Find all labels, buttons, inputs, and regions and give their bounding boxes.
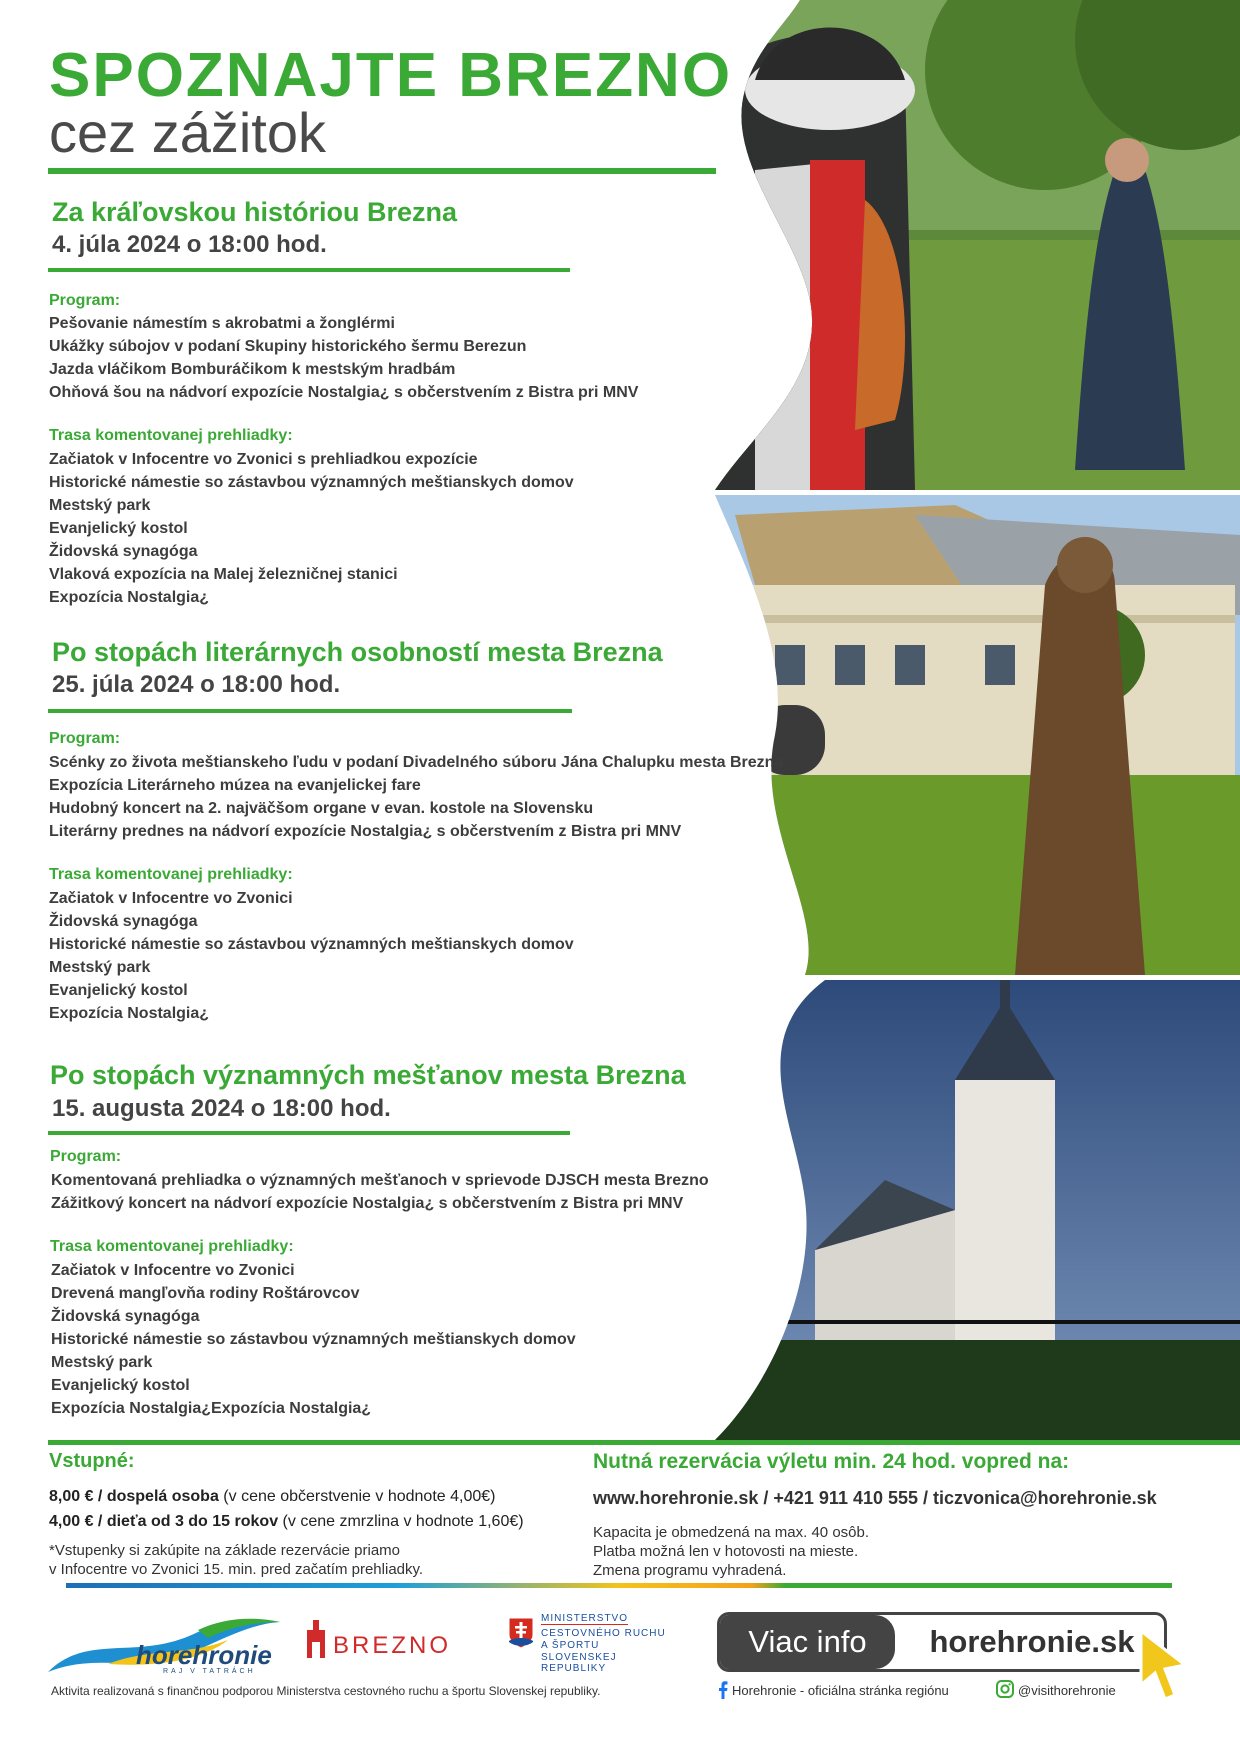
tour-2-route-label: Trasa komentovanej prehliadky: [49, 866, 293, 883]
list-item: Expozícia Nostalgia¿ [49, 589, 210, 606]
funding-note: Aktivita realizovaná s finančnou podporou Ministerstva cestovného ruchu a športu Slovenskej republiky. [51, 1684, 601, 1698]
color-stripe [66, 1583, 1172, 1588]
program-change-info: Zmena programu vyhradená. [593, 1562, 787, 1579]
tour-1-date: 4. júla 2024 o 18:00 hod. [52, 231, 327, 258]
list-item: Mestský park [49, 959, 151, 976]
list-item: Literárny prednes na nádvorí expozície Nostalgia¿ s občerstvením z Bistra pri MNV [49, 823, 682, 840]
admission-label: Vstupné: [49, 1450, 135, 1472]
list-item: Historické námestie so zástavbou významných meštianskych domov [51, 1331, 576, 1348]
ministry-line-4: SLOVENSKEJ REPUBLIKY [541, 1652, 617, 1674]
adult-price-value: 8,00 € / dospelá osoba [49, 1488, 219, 1505]
ministry-line-2: CESTOVNÉHO RUCHU [541, 1628, 666, 1639]
adult-price [49, 1488, 495, 1506]
page-subtitle: cez zážitok [49, 101, 326, 164]
tour-2-date: 25. júla 2024 o 18:00 hod. [52, 671, 341, 698]
adult-price-note: (v cene občerstvenie v hodnote 4,00€) [223, 1488, 496, 1505]
horehronie-logo-name: horehronie [136, 1640, 272, 1670]
tour-1-divider [48, 268, 570, 272]
tour-1-program-list [49, 312, 638, 404]
list-item: Expozícia Nostalgia¿Expozícia Nostalgia¿ [51, 1400, 372, 1417]
tour-3-program-label: Program: [50, 1148, 122, 1165]
reservation-label: Nutná rezervácia výletu min. 24 hod. vopred na: [593, 1450, 1070, 1473]
list-item: Vlaková expozícia na Malej železničnej stanici [49, 566, 398, 583]
tour-2-route-list [49, 887, 574, 1025]
facebook-icon[interactable] [718, 1681, 728, 1699]
list-item: Expozícia Literárneho múzea na evanjelickej fare [49, 777, 421, 794]
list-item: Jazda vláčikom Bomburáčikom k mestským hradbám [49, 361, 456, 378]
brezno-logo-name: BREZNO [333, 1632, 452, 1659]
tour-3-route-label: Trasa komentovanej prehliadky: [50, 1238, 294, 1255]
list-item: Komentovaná prehliadka o významných mešťanoch v sprievode DJSCH mesta Brezno [51, 1172, 709, 1189]
reservation-contacts[interactable]: www.horehronie.sk / +421 911 410 555 / ticzvonica@horehronie.sk [593, 1488, 1157, 1508]
tour-3-program-list [51, 1169, 709, 1215]
tour-1-route-label: Trasa komentovanej prehliadky: [49, 427, 293, 444]
child-price-value: 4,00 € / dieťa od 3 do 15 rokov [49, 1513, 279, 1530]
more-info-label: Viac info [720, 1615, 895, 1669]
cursor-icon [1135, 1625, 1193, 1710]
knight-photo [715, 0, 1240, 490]
brezno-logo[interactable] [305, 1620, 465, 1664]
list-item: Ohňová šou na nádvorí expozície Nostalgia¿ s občerstvením z Bistra pri MNV [49, 384, 639, 401]
list-item: Ukážky súbojov v podaní Skupiny historického šermu Berezun [49, 338, 527, 355]
list-item: Židovská synagóga [49, 543, 198, 560]
ticket-note-1: *Vstupenky si zakúpite na základe rezervácie priamo [49, 1542, 401, 1559]
instagram-link[interactable]: @visithorehronie [1018, 1683, 1116, 1698]
list-item: Evanjelický kostol [49, 520, 188, 537]
ministry-line-1: MINISTERSTVO [541, 1613, 629, 1624]
facebook-link[interactable]: Horehronie - oficiálna stránka regiónu [732, 1683, 949, 1698]
ministry-line-3: A ŠPORTU [541, 1640, 600, 1651]
list-item: Historické námestie so zástavbou významných meštianskych domov [49, 936, 574, 953]
tour-3-route-list [51, 1259, 576, 1420]
list-item: Začiatok v Infocentre vo Zvonici s prehliadkou expozície [49, 451, 478, 468]
tour-2-program-label: Program: [49, 730, 121, 747]
child-price-note: (v cene zmrzlina v hodnote 1,60€) [282, 1513, 524, 1530]
ministry-logo[interactable] [508, 1613, 678, 1673]
list-item: Evanjelický kostol [49, 982, 188, 999]
list-item: Začiatok v Infocentre vo Zvonici [51, 1262, 295, 1279]
page-title: SPOZNAJTE BREZNO [49, 41, 733, 110]
horehronie-logo-tagline: RAJ V TATRÁCH [163, 1668, 256, 1675]
payment-info: Platba možná len v hotovosti na mieste. [593, 1543, 859, 1560]
list-item: Scénky zo života meštianskeho ľudu v podaní Divadelného súboru Jána Chalupku mesta Brezna [49, 754, 784, 771]
list-item: Hudobný koncert na 2. najväčšom organe v evan. kostole na Slovensku [49, 800, 594, 817]
capacity-info: Kapacita je obmedzená na max. 40 osôb. [593, 1524, 870, 1541]
tour-2-divider [48, 709, 572, 713]
tour-2-title: Po stopách literárnych osobností mesta Brezna [52, 637, 663, 667]
tour-1-route-list [49, 448, 574, 609]
more-info-banner[interactable] [717, 1612, 1167, 1672]
horehronie-logo[interactable] [48, 1612, 280, 1676]
instagram-icon[interactable] [996, 1680, 1014, 1698]
church-photo [715, 980, 1240, 1440]
more-info-site[interactable]: horehronie.sk [929, 1624, 1135, 1659]
list-item: Židovská synagóga [49, 913, 198, 930]
tour-3-date: 15. augusta 2024 o 18:00 hod. [52, 1095, 391, 1122]
ticket-note-2: v Infocentre vo Zvonici 15. min. pred začatím prehliadky. [49, 1561, 424, 1578]
child-price [49, 1513, 524, 1531]
list-item: Drevená mangľovňa rodiny Roštárovcov [51, 1285, 360, 1302]
tour-2-program-list [49, 751, 783, 843]
list-item: Mestský park [51, 1354, 153, 1371]
list-item: Začiatok v Infocentre vo Zvonici [49, 890, 293, 907]
list-item: Pešovanie námestím s akrobatmi a žonglérmi [49, 315, 395, 332]
list-item: Historické námestie so zástavbou významných meštianskych domov [49, 474, 574, 491]
town-square-photo [715, 495, 1240, 975]
list-item: Mestský park [49, 497, 151, 514]
title-divider [48, 168, 716, 174]
crest-icon [508, 1617, 534, 1649]
list-item: Evanjelický kostol [51, 1377, 190, 1394]
info-divider [48, 1440, 1240, 1445]
tour-3-divider [48, 1131, 570, 1135]
tour-3-title: Po stopách významných mešťanov mesta Brezna [50, 1060, 686, 1090]
list-item: Expozícia Nostalgia¿ [49, 1005, 210, 1022]
tour-1-title: Za kráľovskou históriou Brezna [52, 197, 457, 227]
list-item: Židovská synagóga [51, 1308, 200, 1325]
list-item: Zážitkový koncert na nádvorí expozície Nostalgia¿ s občerstvením z Bistra pri MNV [51, 1195, 684, 1212]
tour-1-program-label: Program: [49, 292, 121, 309]
